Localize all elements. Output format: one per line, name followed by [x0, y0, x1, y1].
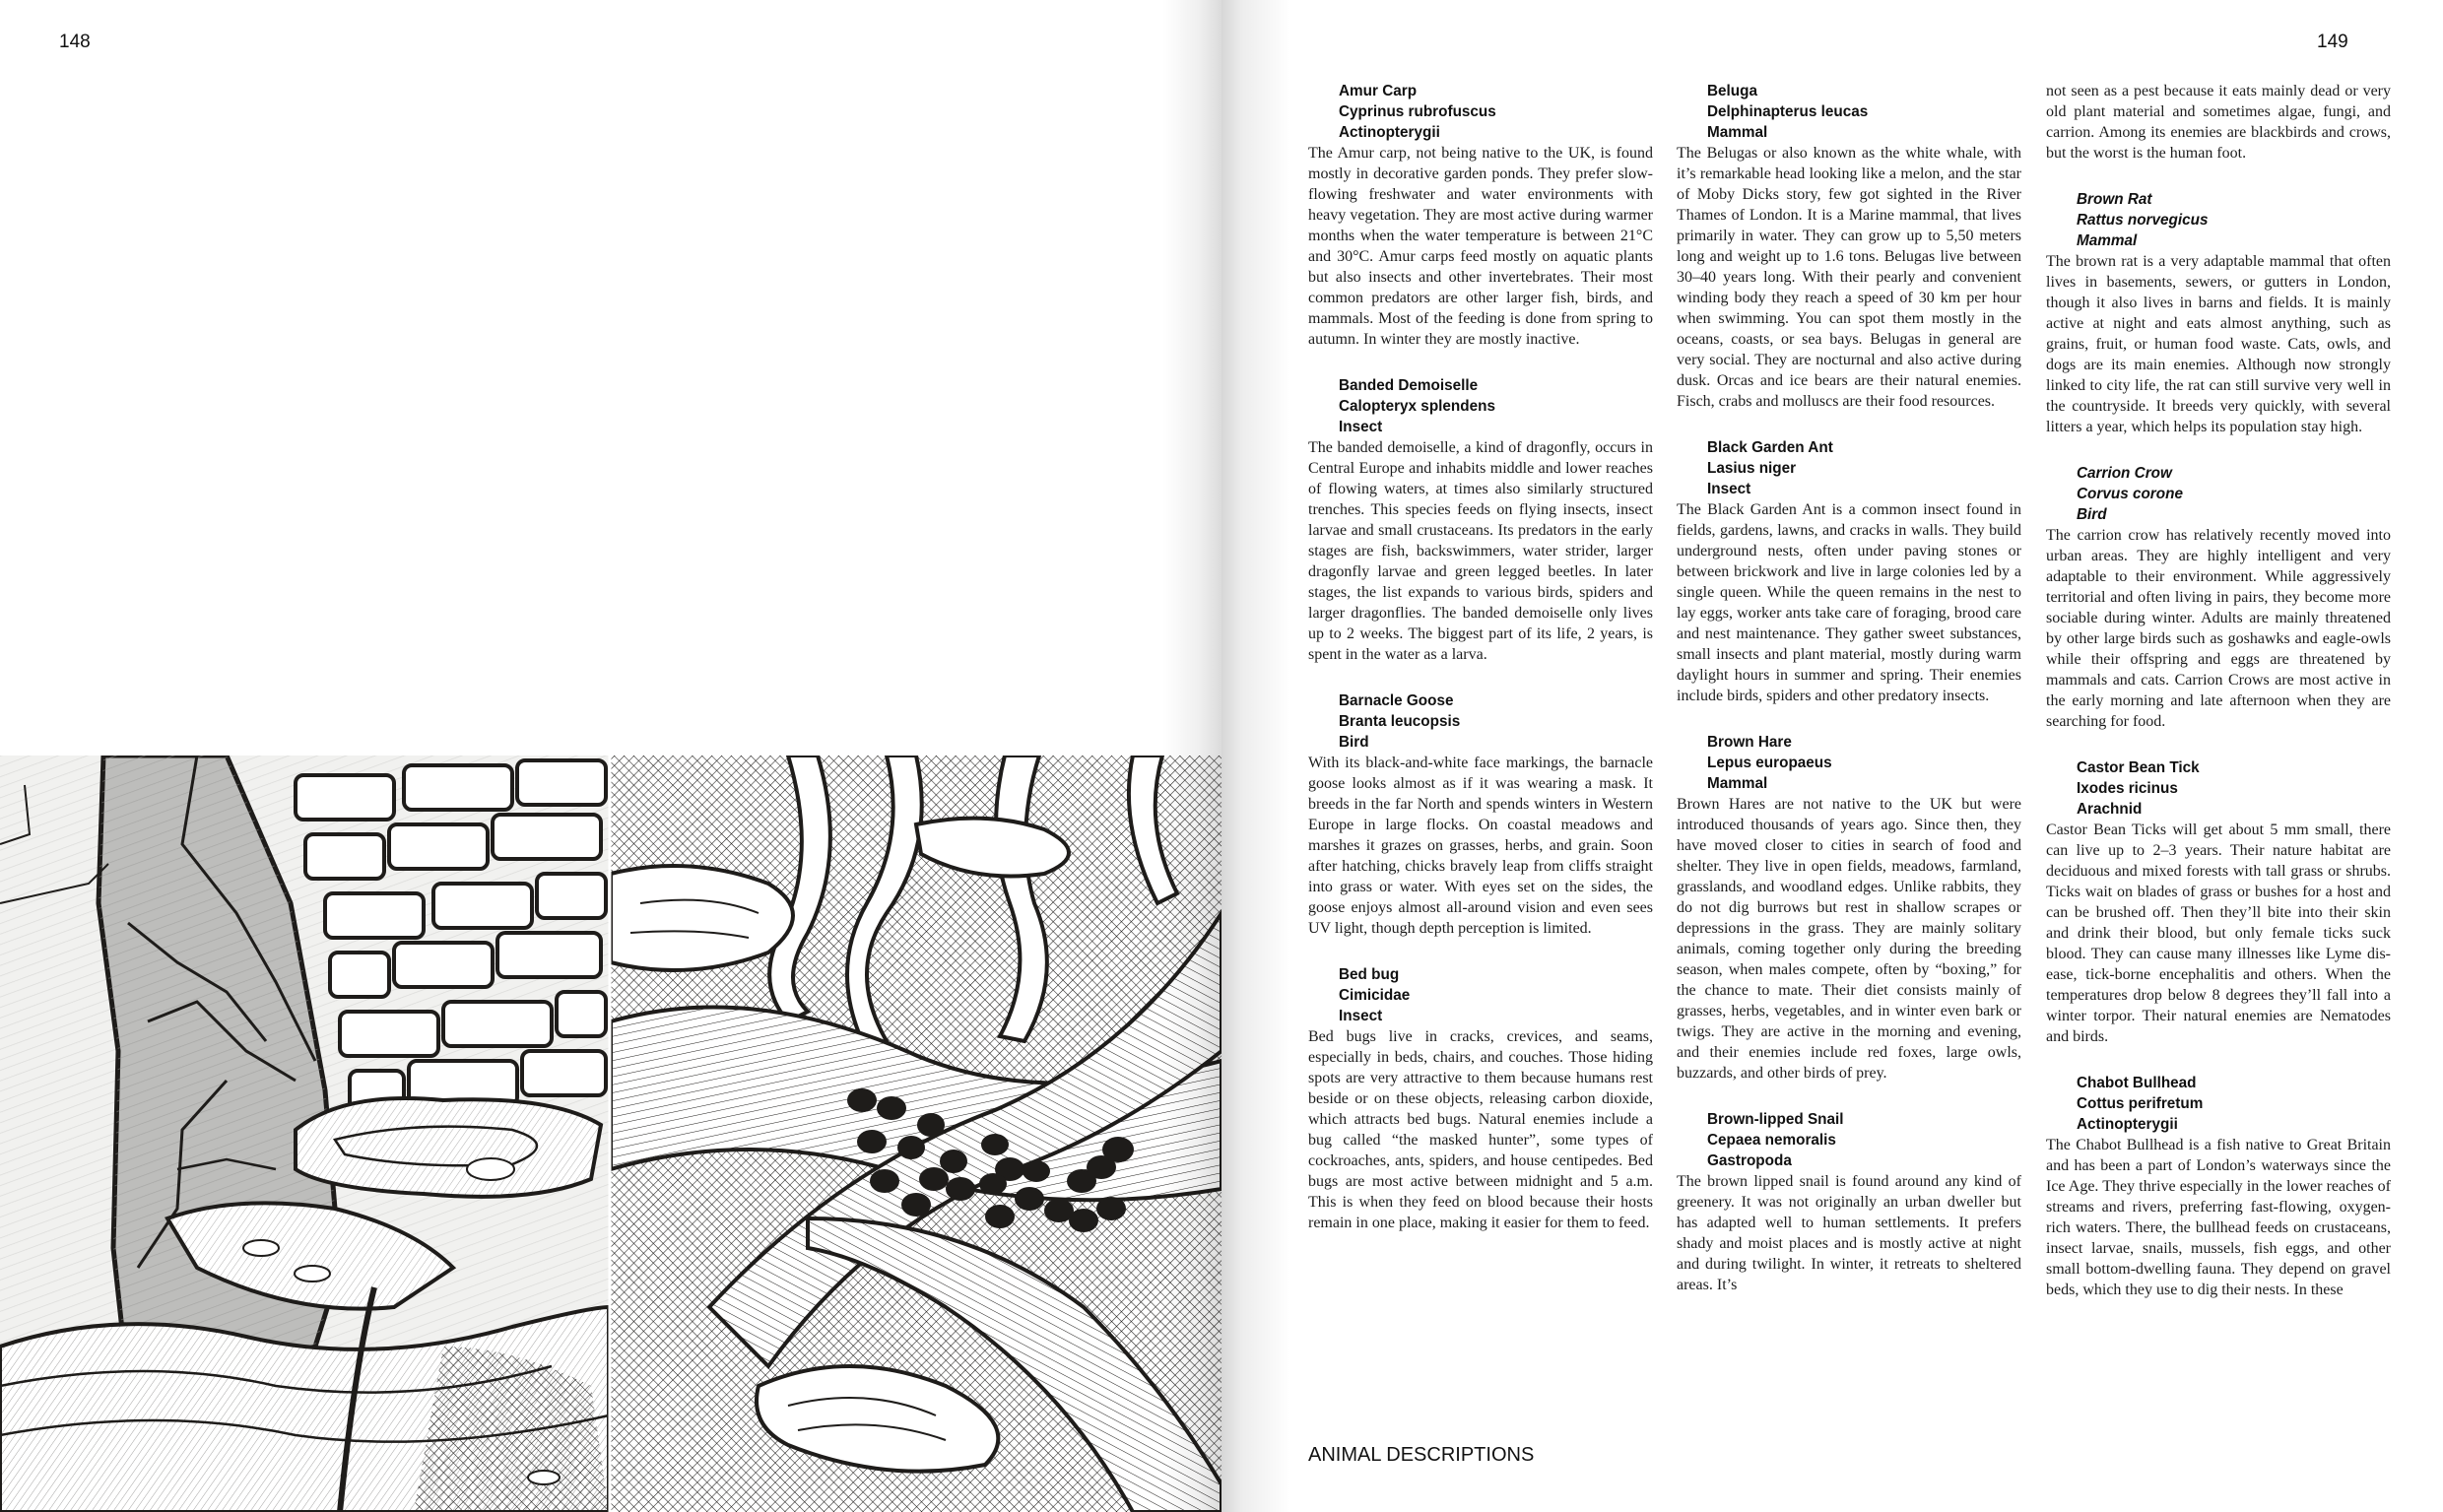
animal-entry	[1677, 437, 2021, 706]
animal-class: Mammal	[1707, 124, 1768, 141]
text-column-3	[2046, 81, 2391, 1326]
animal-description: Castor Bean Ticks will get about 5 mm small, there can live up to 2–3 years. Their nature habitat are deciduous and mixed forests with tall grass or shrubs. Ticks wait on blades of grass or bushes for a host and can be brushed off. Then they’ll bite into their skin and drink their blood, but only female ticks suck blood. They can cause many illnesses like Lyme disease, tick-borne encephalitis and others. When the temperatures drop below 8 degrees they’ll fall into a winter torpor. Their natural enemies are Nematodes and birds.	[2046, 822, 2391, 1045]
animal-entry	[1677, 732, 2021, 1084]
animal-name: Amur Carp	[1339, 83, 1418, 99]
animal-entry	[1308, 375, 1653, 665]
animal-name: Bed bug	[1339, 966, 1400, 983]
text-column-2	[1677, 81, 2021, 1321]
animal-entry	[2046, 189, 2391, 437]
animal-entry	[1308, 690, 1653, 939]
section-footer-title: ANIMAL DESCRIPTIONS	[1308, 1444, 1535, 1466]
animal-class: Mammal	[2077, 232, 2138, 249]
animal-name: Black Garden Ant	[1707, 439, 1833, 456]
animal-latin-name: Ixodes ricinus	[2077, 780, 2178, 797]
animal-entry	[1677, 1109, 2021, 1295]
page-number-right: 149	[2317, 32, 2348, 52]
animal-description: The Amur carp, not being native to the UK, is found mostly in decorative garden ponds. They prefer slow-flowing freshwater and water environments with heavy vegetation. They are most active during warmer months when the water temperature is between 21°C and 30°C. Amur carps feed mostly on aquatic plants but also insects and other invertebrates. Their most common predators are other larger fish, birds, and mammals. Most of the feeding is done from spring to autumn. In winter they are mostly inactive.	[1308, 145, 1653, 348]
animal-latin-name: Lasius niger	[1707, 460, 1797, 477]
continued-description: not seen as a pest because it eats mainly dead or very old plant material and sometimes algae, fungi, and carrion. Among its enemies are blackbirds and crows, but the worst is the human foot.	[2046, 83, 2391, 162]
illustration-right-panel	[611, 756, 1222, 1512]
animal-class: Bird	[2077, 506, 2107, 523]
animal-class: Actinopterygii	[1339, 124, 1440, 141]
page-number-left: 148	[59, 32, 91, 52]
animal-entry	[2046, 757, 2391, 1047]
animal-latin-name: Lepus europaeus	[1707, 755, 1832, 771]
animal-latin-name: Cepaea nemoralis	[1707, 1132, 1836, 1149]
animal-description: The carrion crow has relatively recently moved into urban areas. They are highly intelligent and very adaptable to their environment. While aggressively territorial and often living in pairs, they become more sociable during winter. Adults are mainly threatened by other large birds such as goshawks and eagle-owls while their offspring and eggs are threatened by mammals and cats. Carrion Crows are most active in the early morning and late afternoon when they are searching for food.	[2046, 527, 2391, 730]
animal-description: The Chabot Bullhead is a fish native to Great Britain and has been a part of London’s waterways since the Ice Age. They thrive especially in the lower reaches of streams and rivers, preferring fast-flowing, oxygen-rich waters. There, the bullhead feeds on crustaceans, insect larvae, snails, mussels, fish eggs, and other small bottom-dwelling fauna. They depend on gravel beds, which they use to dig their nests. In these	[2046, 1137, 2391, 1298]
animal-description: The Black Garden Ant is a common insect found in fields, gardens, lawns, and cracks in walls. They build underground nests, often under paving stones or between brickwork and live in large colonies led by a single queen. While the queen remains in the nest to lay eggs, worker ants take care of foraging, brood care and nest maintenance. They gather sweet substances, small insects and plant material, mostly during warm daylight hours in summer and spring. Their enemies include birds, spiders and other predatory insects.	[1677, 501, 2021, 704]
animal-name: Brown-lipped Snail	[1707, 1111, 1844, 1128]
animal-description: The brown lipped snail is found around any kind of greenery. It was not originally an urban dweller but has adapted well to human settlements. It prefers shady and moist places and is mostly active at night and during twilight. In winter, it retreats to sheltered areas. It’s	[1677, 1173, 2021, 1293]
animal-name: Brown Rat	[2077, 191, 2152, 208]
animal-description: Brown Hares are not native to the UK but were introduced thousands of years ago. Since then, they have moved closer to cities in search of food and shelter. They live in open fields, meadows, farmland, grasslands, and woodland edges. Unlike rabbits, they do not dig burrows but rest in shallow scrapes or depressions in the grass. They are mainly solitary animals, coming together only during the breeding season, when males compete, often by “boxing,” for the chance to mate. Their diet consists mainly of grasses, herbs, vegetables, and in winter even bark or twigs. They are active in the morning and evening, and their enemies include red foxes, large owls, buzzards, and other birds of prey.	[1677, 796, 2021, 1082]
animal-latin-name: Cyprinus rubrofuscus	[1339, 103, 1496, 120]
animal-latin-name: Branta leucopsis	[1339, 713, 1461, 730]
animal-class: Insect	[1339, 1008, 1383, 1024]
animal-latin-name: Corvus corone	[2077, 486, 2183, 502]
animal-entry	[2046, 463, 2391, 732]
gutter-shadow-right	[1222, 0, 1290, 1512]
animal-description: The brown rat is a very adaptable mammal that often lives in basements, sewers, or gutters in London, though it also lives in barns and fields. It is mainly active at night and eats almost anything, such as grains, fruit, or human food waste. Cats, owls, and dogs are its main enemies. Although now strongly linked to city life, the rat can still survive very well in the countryside. It breeds very quickly, with several litters a year, which helps its population stay high.	[2046, 253, 2391, 435]
illustration-left-panel	[0, 756, 609, 1512]
animal-latin-name: Cimicidae	[1339, 987, 1411, 1004]
animal-class: Actinopterygii	[2077, 1116, 2178, 1133]
animal-latin-name: Cottus perifretum	[2077, 1095, 2204, 1112]
animal-class: Gastropoda	[1707, 1152, 1792, 1169]
animal-description: The Belugas or also known as the white whale, with it’s remarkable head looking like a melon, and the star of Moby Dicks story, few got sighted in the River Thames of London. It is a Marine mammal, that lives primarily in water. They can grow up to 5,50 meters long and weight up to 1.6 tons. Belugas live between 30–40 years long. With their pearly and convenient winding body they reach a speed of 30 km per hour when swimming. You can spot them mostly in the oceans, coasts, or sea bays. Belugas in general are very social. They are nocturnal and also active during dusk. Orcas and ice bears are their natural enemies. Fisch, crabs and molluscs are their food resources.	[1677, 145, 2021, 410]
animal-name: Banded Demoiselle	[1339, 377, 1479, 394]
animal-description: Bed bugs live in cracks, crevices, and seams, especially in beds, chairs, and couches. Those hiding spots are very attractive to them because humans rest beside or on these objects, releasing carbon dioxide, which attracts bed bugs. Natural enemies include a bug called “the masked hunter”, some types of cockroaches, ants, spiders, and house centipedes. Bed bugs are most active between midnight and 5 a.m. This is when they feed on blood because their hosts remain in one place, making it easier for them to feed.	[1308, 1028, 1653, 1231]
animal-name: Barnacle Goose	[1339, 692, 1454, 709]
ink-illustration	[0, 756, 1222, 1512]
animal-entry	[2046, 1073, 2391, 1300]
animal-class: Insect	[1339, 419, 1383, 435]
animal-class: Insect	[1707, 481, 1751, 497]
gutter-shadow-left	[1162, 0, 1222, 1512]
animal-latin-name: Calopteryx splendens	[1339, 398, 1495, 415]
animal-description: The banded demoiselle, a kind of dragonfly, occurs in Central Europe and inhabits middle and lower reaches of flowing waters, at times also similarly structured trenches. This species feeds on flying insects, insect larvae and small crustaceans. Its predators in the early stages are fish, backswimmers, water strider, larger dragonfly larvae and green legged beetles. In later stages, the list expands to various birds, spiders and larger dragonflies. The banded demoiselle only lives up to 2 weeks. The biggest part of its life, 2 years, is spent in the water as a larva.	[1308, 439, 1653, 663]
animal-entry	[1308, 81, 1653, 350]
animal-class: Bird	[1339, 734, 1369, 751]
animal-entry	[1677, 81, 2021, 412]
animal-entry	[1308, 964, 1653, 1233]
illustration-drawing	[0, 756, 1222, 1512]
animal-description: With its black-and-white face markings, the barnacle goose looks almost as if it was wearing a mask. It breeds in the far North and spends winters in Western Europe in large flocks. On coastal meadows and marshes it grazes on grasses, herbs, and grain. Soon after hatching, chicks bravely leap from cliffs straight into grass or water. With eyes set on the sides, the goose enjoys almost all-around vision and even sees UV light, though depth perception is limited.	[1308, 755, 1653, 937]
animal-class: Mammal	[1707, 775, 1768, 792]
animal-name: Chabot Bullhead	[2077, 1075, 2197, 1091]
animal-latin-name: Delphinapterus leucas	[1707, 103, 1869, 120]
animal-name: Carrion Crow	[2077, 465, 2172, 482]
animal-name: Beluga	[1707, 83, 1757, 99]
text-column-1	[1308, 81, 1653, 1259]
animal-name: Castor Bean Tick	[2077, 759, 2200, 776]
animal-name: Brown Hare	[1707, 734, 1792, 751]
animal-latin-name: Rattus norvegicus	[2077, 212, 2209, 229]
animal-class: Arachnid	[2077, 801, 2143, 818]
